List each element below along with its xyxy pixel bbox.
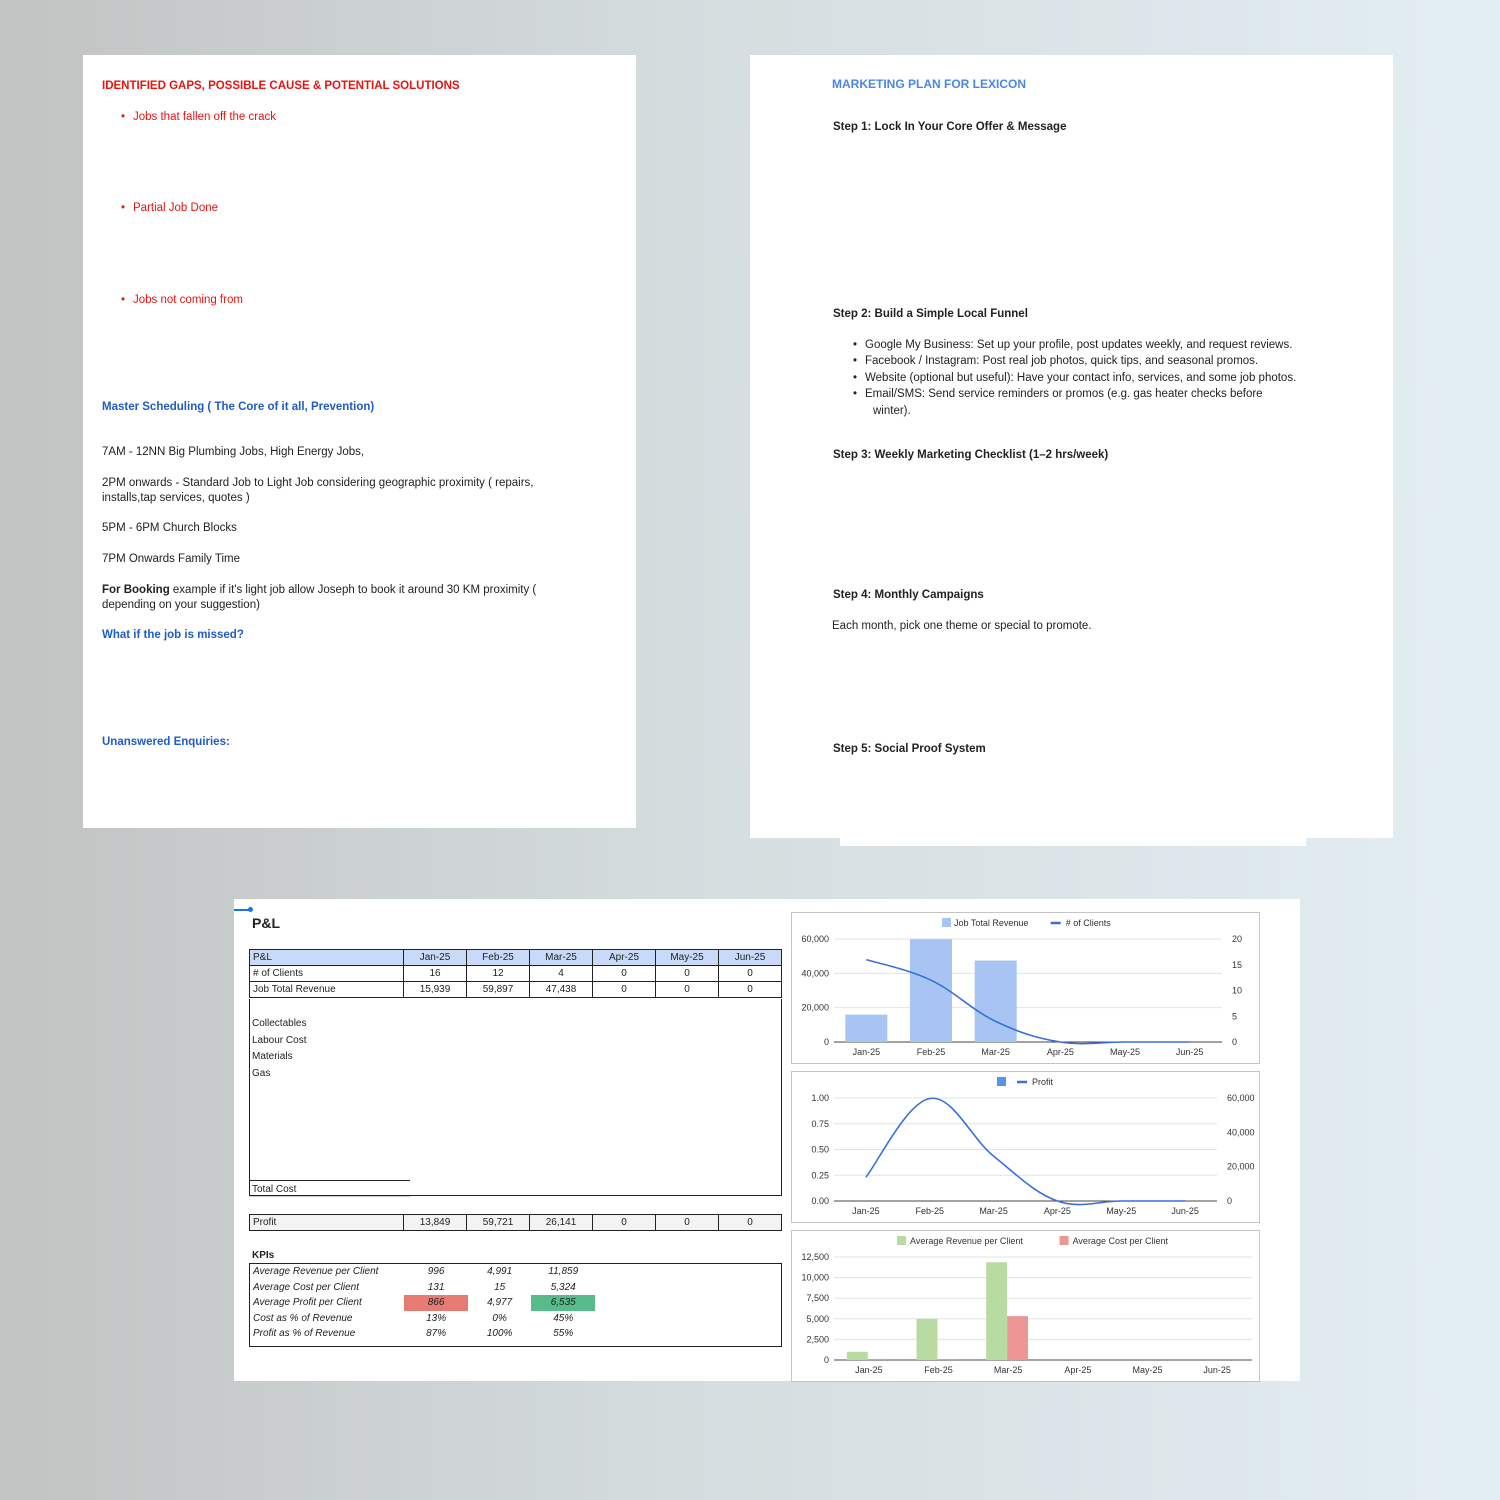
- header-cell[interactable]: P&L: [250, 950, 404, 966]
- kpi-row: [250, 1280, 595, 1296]
- pl-spreadsheet: [234, 899, 1300, 1381]
- x-tick-label: Mar-25: [993, 1365, 1023, 1375]
- kpi-cell-low[interactable]: 866: [404, 1295, 468, 1311]
- funnel-item: • Google My Business: Set up your profile, post updates weekly, and request reviews.: [853, 339, 1293, 351]
- kpi-cell[interactable]: 87%: [426, 1328, 447, 1340]
- funnel-item-text: Google My Business: Set up your profile, post updates weekly, and request reviews.: [865, 339, 1293, 351]
- y2-tick-label: 0: [1232, 1037, 1238, 1047]
- booking-line: [102, 584, 536, 596]
- kpi-cell[interactable]: 0%: [492, 1312, 507, 1324]
- y-tick-label: 0: [823, 1037, 829, 1047]
- table-row: [250, 982, 782, 998]
- x-tick-label: Jan-25: [852, 1206, 880, 1216]
- bar: [1007, 1316, 1028, 1360]
- bar: [847, 1352, 868, 1360]
- header-cell[interactable]: Feb-25: [467, 950, 530, 966]
- total-cost-label[interactable]: Total Cost: [252, 1184, 297, 1195]
- schedule-line: 7PM Onwards Family Time: [102, 553, 241, 565]
- x-tick-label: Mar-25: [981, 1047, 1010, 1057]
- x-tick-label: Jan-25: [855, 1365, 883, 1375]
- funnel-item-text: Website (optional but useful): Have your contact info, services, and some job photos.: [865, 372, 1297, 384]
- cell[interactable]: 59,721: [467, 1215, 530, 1231]
- cell[interactable]: 0: [719, 1215, 782, 1231]
- cost-label[interactable]: Collectables: [252, 1018, 307, 1029]
- kpi-label[interactable]: Cost as % of Revenue: [253, 1312, 353, 1324]
- cell[interactable]: 0: [593, 1215, 656, 1231]
- funnel-item: • Facebook / Instagram: Post real job photos, quick tips, and seasonal promos.: [853, 355, 1259, 367]
- funnel-item-text: Email/SMS: Send service reminders or promos (e.g. gas heater checks before: [865, 388, 1263, 400]
- cell[interactable]: 26,141: [530, 1215, 593, 1231]
- table-header-row: [250, 950, 782, 966]
- legend-label: Average Cost per Client: [1072, 1236, 1168, 1246]
- kpi-label[interactable]: Average Cost per Client: [253, 1281, 359, 1293]
- marketing-plan-page-edge: [840, 836, 1306, 846]
- kpi-row: [250, 1295, 595, 1311]
- kpi-cell[interactable]: 11,859: [548, 1266, 579, 1278]
- x-tick-label: Jun-25: [1203, 1365, 1231, 1375]
- gap-item: • Jobs not coming from: [121, 294, 243, 306]
- sheet-title: P&L: [252, 915, 280, 931]
- kpi-row: [250, 1264, 595, 1280]
- y2-tick-label: 5: [1232, 1011, 1238, 1022]
- kpi-label[interactable]: Profit as % of Revenue: [253, 1328, 356, 1340]
- legend-label: Profit: [1032, 1077, 1054, 1087]
- profit-row: [250, 1215, 782, 1231]
- step-heading: Step 4: Monthly Campaigns: [833, 589, 984, 601]
- kpi-title: KPIs: [252, 1250, 275, 1261]
- cost-label[interactable]: Materials: [252, 1051, 293, 1062]
- kpi-cell[interactable]: 100%: [486, 1328, 513, 1340]
- kpi-cell[interactable]: 15: [494, 1281, 506, 1293]
- legend-swatch: [1060, 1236, 1069, 1245]
- schedule-line: 7AM - 12NN Big Plumbing Jobs, High Energy Jobs,: [102, 446, 365, 458]
- cost-label[interactable]: Gas: [252, 1068, 271, 1079]
- cell[interactable]: 12: [467, 966, 530, 982]
- unanswered-heading: Unanswered Enquiries:: [102, 736, 230, 748]
- y-tick-label: 0: [823, 1355, 829, 1365]
- avg-revenue-cost-chart-svg: [792, 1231, 1259, 1381]
- row-label[interactable]: Job Total Revenue: [250, 982, 404, 998]
- bar: [986, 1262, 1007, 1360]
- total-cost-underline: [250, 1196, 410, 1197]
- x-tick-label: Jan-25: [852, 1047, 881, 1057]
- avg-revenue-cost-chart[interactable]: [791, 1230, 1260, 1382]
- profit-table: [249, 1214, 782, 1231]
- header-cell[interactable]: Mar-25: [530, 950, 593, 966]
- y2-tick-label: 20,000: [1227, 1161, 1255, 1172]
- gap-item-text: Partial Job Done: [133, 202, 219, 214]
- y-tick-label: 7,500: [806, 1293, 829, 1304]
- y2-tick-label: 20: [1232, 934, 1243, 944]
- gap-item: • Partial Job Done: [121, 202, 219, 214]
- y-tick-label: 2,500: [806, 1334, 829, 1345]
- marketing-heading: MARKETING PLAN FOR LEXICON: [832, 77, 1026, 91]
- schedule-line: installs,tap services, quotes ): [102, 492, 250, 504]
- table-row: [250, 966, 782, 982]
- cell[interactable]: 0: [719, 982, 782, 998]
- cost-block: [249, 999, 782, 1196]
- kpi-cell[interactable]: 13%: [426, 1312, 447, 1324]
- y-tick-label: 20,000: [801, 1002, 829, 1013]
- funnel-item-text: Facebook / Instagram: Post real job photos, quick tips, and seasonal promos.: [865, 355, 1259, 367]
- funnel-item: • Email/SMS: Send service reminders or promos (e.g. gas heater checks before: [853, 388, 1263, 400]
- x-tick-label: Feb-25: [916, 1047, 946, 1057]
- cell[interactable]: 4: [530, 966, 593, 982]
- cell[interactable]: 0: [593, 966, 656, 982]
- header-cell[interactable]: Jan-25: [404, 950, 467, 966]
- y-tick-label: 0.25: [811, 1170, 829, 1181]
- revenue-clients-chart[interactable]: [791, 912, 1260, 1064]
- booking-label: For Booking: [102, 584, 170, 596]
- gap-item-text: Jobs not coming from: [133, 294, 243, 306]
- kpi-row: [250, 1326, 595, 1342]
- profit-chart[interactable]: [791, 1071, 1260, 1223]
- y-tick-label: 0.75: [811, 1118, 829, 1129]
- cell[interactable]: 15,939: [404, 982, 467, 998]
- x-tick-label: May-25: [1109, 1047, 1141, 1057]
- cell[interactable]: 47,438: [530, 982, 593, 998]
- x-tick-label: Apr-25: [1064, 1365, 1092, 1375]
- booking-text: example if it's light job allow Joseph to book it around 30 KM proximity (: [169, 584, 537, 596]
- kpi-cell[interactable]: 996: [427, 1266, 445, 1278]
- x-tick-label: Feb-25: [915, 1206, 945, 1216]
- gap-item-text: Jobs that fallen off the crack: [133, 111, 276, 123]
- gaps-document-page: [83, 55, 636, 828]
- cell[interactable]: 59,897: [467, 982, 530, 998]
- missed-job-heading: What if the job is missed?: [102, 629, 244, 641]
- y2-tick-label: 15: [1232, 959, 1243, 970]
- funnel-item-continuation: winter).: [873, 405, 911, 417]
- booking-line: depending on your suggestion): [102, 599, 260, 611]
- legend-label: Job Total Revenue: [954, 918, 1029, 928]
- legend-label: # of Clients: [1065, 918, 1111, 928]
- cell-cursor-handle: [248, 907, 253, 912]
- header-cell[interactable]: Apr-25: [593, 950, 656, 966]
- step-heading: Step 1: Lock In Your Core Offer & Message: [833, 121, 1067, 133]
- kpi-row: [250, 1311, 595, 1327]
- kpi-cell[interactable]: 4,991: [487, 1266, 513, 1278]
- legend-swatch: [897, 1236, 906, 1245]
- kpi-label[interactable]: Average Profit per Client: [253, 1297, 362, 1309]
- legend-swatch: [942, 918, 951, 927]
- step-heading: Step 3: Weekly Marketing Checklist (1–2 hrs/week): [833, 449, 1109, 461]
- step-heading: Step 2: Build a Simple Local Funnel: [833, 308, 1028, 320]
- cell[interactable]: 16: [404, 966, 467, 982]
- x-tick-label: Feb-25: [924, 1365, 953, 1375]
- cell[interactable]: 0: [656, 1215, 719, 1231]
- x-tick-label: Jun-25: [1171, 1206, 1199, 1216]
- legend-label: Average Revenue per Client: [910, 1236, 1023, 1246]
- legend-swatch: [997, 1077, 1006, 1086]
- y-tick-label: 60,000: [801, 934, 829, 944]
- header-cell[interactable]: May-25: [656, 950, 719, 966]
- cell[interactable]: 0: [719, 966, 782, 982]
- y-tick-label: 0.50: [811, 1144, 829, 1155]
- bar: [975, 961, 1017, 1042]
- y2-tick-label: 10: [1232, 985, 1243, 996]
- campaign-text: Each month, pick one theme or special to promote.: [832, 620, 1092, 632]
- y2-tick-label: 60,000: [1227, 1093, 1255, 1103]
- kpi-label[interactable]: Average Revenue per Client: [253, 1266, 379, 1278]
- funnel-item: • Website (optional but useful): Have your contact info, services, and some job photos.: [853, 372, 1297, 384]
- cost-label[interactable]: Labour Cost: [252, 1035, 307, 1046]
- master-scheduling-heading: Master Scheduling ( The Core of it all, Prevention): [102, 401, 375, 413]
- kpi-cell[interactable]: 5,324: [550, 1281, 576, 1293]
- x-tick-label: Jun-25: [1175, 1047, 1204, 1057]
- cell[interactable]: 0: [593, 982, 656, 998]
- y-tick-label: 40,000: [801, 968, 829, 979]
- gap-item: • Jobs that fallen off the crack: [121, 111, 276, 123]
- x-tick-label: Mar-25: [979, 1206, 1008, 1216]
- kpi-cell[interactable]: 131: [427, 1281, 445, 1293]
- y2-tick-label: 0: [1227, 1196, 1233, 1206]
- row-label[interactable]: Profit: [250, 1215, 404, 1231]
- total-cost-divider: [250, 1180, 410, 1181]
- y2-tick-label: 40,000: [1227, 1127, 1255, 1138]
- bar: [868, 1359, 889, 1360]
- x-tick-label: May-25: [1106, 1206, 1137, 1216]
- y-tick-label: 0.00: [811, 1196, 829, 1206]
- y-tick-label: 5,000: [806, 1313, 829, 1324]
- schedule-line: 2PM onwards - Standard Job to Light Job considering geographic proximity ( repairs,: [102, 477, 534, 489]
- kpi-cell-high[interactable]: 6,535: [531, 1295, 595, 1311]
- pl-table: [249, 949, 782, 998]
- gaps-heading: IDENTIFIED GAPS, POSSIBLE CAUSE & POTENTIAL SOLUTIONS: [102, 80, 460, 92]
- y-tick-label: 1.00: [811, 1093, 829, 1103]
- revenue-clients-chart-svg: [792, 913, 1259, 1063]
- kpi-cell[interactable]: 45%: [553, 1312, 574, 1324]
- kpi-table: [250, 1264, 595, 1342]
- bar: [845, 1015, 887, 1042]
- marketing-plan-page: [750, 55, 1393, 838]
- x-tick-label: Apr-25: [1043, 1206, 1071, 1216]
- bar: [917, 1319, 938, 1360]
- cell[interactable]: 0: [656, 982, 719, 998]
- profit-chart-svg: [792, 1072, 1259, 1222]
- cell[interactable]: 0: [656, 966, 719, 982]
- header-cell[interactable]: Jun-25: [719, 950, 782, 966]
- y-tick-label: 12,500: [801, 1252, 829, 1262]
- kpi-cell[interactable]: 4,977: [487, 1297, 513, 1309]
- x-tick-label: May-25: [1132, 1365, 1163, 1375]
- y-tick-label: 10,000: [801, 1272, 829, 1283]
- kpi-cell[interactable]: 55%: [553, 1328, 574, 1340]
- row-label[interactable]: # of Clients: [250, 966, 404, 982]
- schedule-line: 5PM - 6PM Church Blocks: [102, 522, 237, 534]
- cell[interactable]: 13,849: [404, 1215, 467, 1231]
- step-heading: Step 5: Social Proof System: [833, 743, 986, 755]
- series-line: [866, 1098, 1185, 1204]
- bar: [910, 939, 952, 1042]
- x-tick-label: Apr-25: [1046, 1047, 1074, 1057]
